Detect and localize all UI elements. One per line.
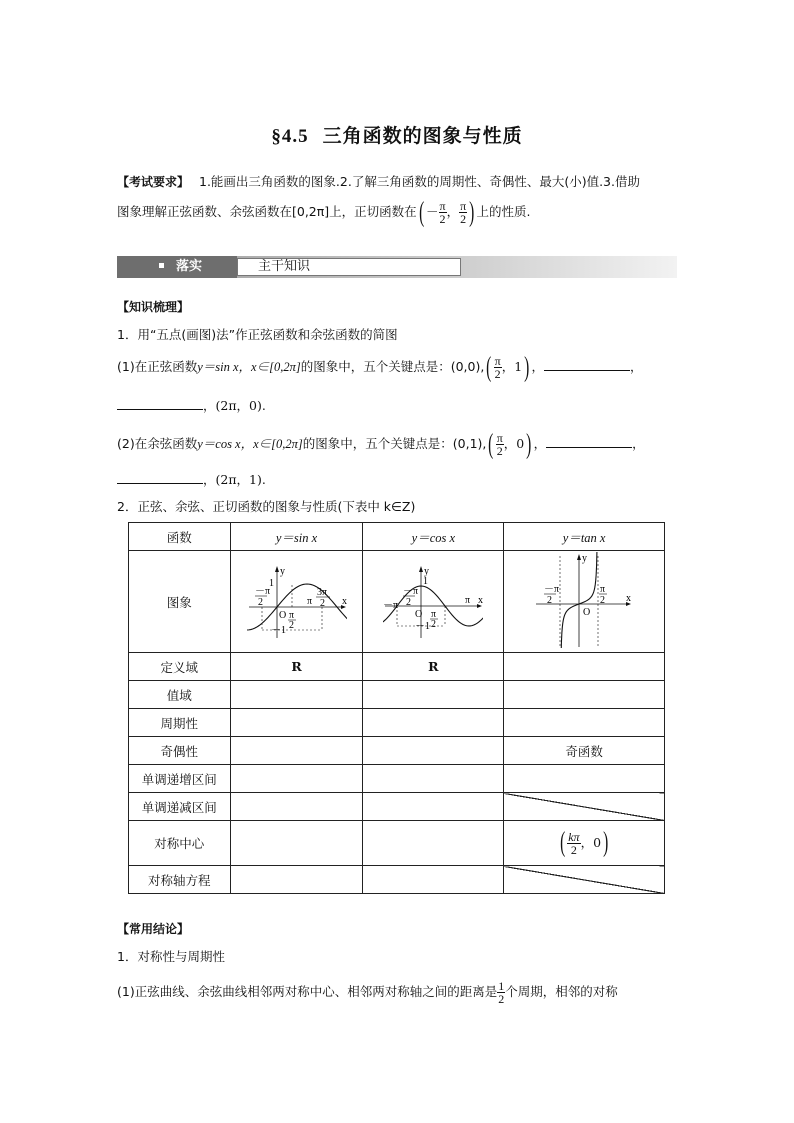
requirements-label: 【考试要求】 xyxy=(117,175,190,189)
tan-period[interactable] xyxy=(504,709,665,737)
separator: ， xyxy=(203,398,216,413)
conclusions-heading: 【常用结论】 xyxy=(117,922,190,936)
two-label: 2 xyxy=(547,595,553,606)
knowledge-item-1: 1．用“五点(画图)法”作正弦函数和余弦函数的简图 xyxy=(117,327,398,342)
origin-label: O xyxy=(415,609,423,620)
row-label-graph: 图象 xyxy=(129,551,231,653)
header-sin: y＝sin x xyxy=(230,523,363,551)
cos-symmetry-center[interactable] xyxy=(363,821,504,866)
cosine-text-a: (2)在余弦函数 xyxy=(117,436,198,451)
two-label: 2 xyxy=(406,597,412,608)
row-label-increasing: 单调递增区间 xyxy=(129,765,231,793)
row-label-symmetry-center: 对称中心 xyxy=(129,821,231,866)
banner-light: 主干知识 xyxy=(237,258,461,276)
tan-domain[interactable] xyxy=(504,653,665,681)
y-label: y xyxy=(424,566,430,577)
sine-function: y＝sin x，x∈[0,2π] xyxy=(197,360,301,374)
pi-label: π xyxy=(431,609,437,620)
header-tan: y＝tan x xyxy=(504,523,665,551)
tan-decreasing-na xyxy=(504,793,665,821)
row-label-period: 周期性 xyxy=(129,709,231,737)
sin-domain: R xyxy=(230,653,363,681)
y-arrow-icon xyxy=(275,566,279,572)
blank-field[interactable] xyxy=(544,358,630,371)
sine-graph xyxy=(247,560,347,640)
tan-symmetry-axis-na xyxy=(504,866,665,894)
paren-right: ) xyxy=(526,428,532,460)
fraction-pi-over-2: $\frac{\pi}{2}$ xyxy=(496,431,503,458)
cos-range[interactable] xyxy=(363,681,504,709)
two-label: 2 xyxy=(257,597,263,608)
properties-table xyxy=(128,522,665,894)
tan-symmetry-center xyxy=(504,821,665,866)
section-banner xyxy=(117,256,677,278)
blank-field[interactable] xyxy=(117,397,203,410)
two-label: 2 xyxy=(288,620,294,631)
paren-right: ) xyxy=(469,196,475,228)
table-header-row xyxy=(129,523,665,551)
cos-decreasing[interactable] xyxy=(363,793,504,821)
tan-range[interactable] xyxy=(504,681,665,709)
center-tail: ，0 xyxy=(580,834,602,850)
fraction-pi-over-2: $\frac{\pi}{2}$ xyxy=(494,354,501,381)
conclusions-item-1: 1．对称性与周期性 xyxy=(117,949,225,964)
table-row xyxy=(129,551,665,653)
comma: ， xyxy=(446,204,460,219)
origin-label: O xyxy=(583,607,591,618)
fraction-pi-over-2-b: $\frac{\pi}{2}$ xyxy=(460,199,467,226)
square-icon xyxy=(159,263,164,268)
sin-symmetry-center[interactable] xyxy=(230,821,363,866)
cosine-function: y＝cos x，x∈[0,2π] xyxy=(197,437,303,451)
row-label-decreasing: 单调递减区间 xyxy=(129,793,231,821)
two-label: 2 xyxy=(431,619,437,630)
sine-text-a: (1)在正弦函数 xyxy=(117,359,198,374)
conclusion-text-b: 个周期，相邻的对称 xyxy=(505,984,618,999)
sine-end-point: (2π，0). xyxy=(215,398,266,413)
section-number: §4.5 xyxy=(271,126,309,147)
blank-field[interactable] xyxy=(117,471,203,484)
cosine-end-point: (2π，1). xyxy=(215,472,266,487)
cosine-keypoints-line-2 xyxy=(117,470,266,488)
requirements-line-2 xyxy=(117,196,531,228)
x-label: x xyxy=(626,593,632,604)
x-label: x xyxy=(341,596,347,607)
neg-pi-over-2-label: －π xyxy=(403,586,419,597)
blank-field[interactable] xyxy=(546,435,632,448)
fraction-k-pi-over-2: $\frac{k\pi}{2}$ xyxy=(568,829,580,857)
row-label-symmetry-axis: 对称轴方程 xyxy=(129,866,231,894)
header-cos: y＝cos x xyxy=(363,523,504,551)
neg-pi-label: －π xyxy=(254,586,270,597)
tan-increasing[interactable] xyxy=(504,765,665,793)
cosine-point-y: ，0 xyxy=(503,436,525,451)
cos-period[interactable] xyxy=(363,709,504,737)
sin-parity[interactable] xyxy=(230,737,363,765)
row-label-range: 值域 xyxy=(129,681,231,709)
fraction-pi-over-2: $\frac{\pi}{2}$ xyxy=(439,199,446,226)
table-row xyxy=(129,793,665,821)
sin-period[interactable] xyxy=(230,709,363,737)
separator: ， xyxy=(630,359,643,374)
neg-pi-label: －π xyxy=(383,600,399,611)
banner-dark xyxy=(117,256,237,278)
row-label-domain: 定义域 xyxy=(129,653,231,681)
origin-label: O xyxy=(278,610,286,621)
sine-text-b: 的图象中，五个关键点是：(0,0), xyxy=(300,359,485,374)
separator: ， xyxy=(632,436,645,451)
neg-one-label: －1 xyxy=(415,621,431,632)
requirements-text-1: 1.能画出三角函数的图象.2.了解三角函数的周期性、奇偶性、最大(小)值.3.借助 xyxy=(199,174,640,189)
knowledge-item-2: 2．正弦、余弦、正切函数的图象与性质(下表中 k∈Z) xyxy=(117,499,416,514)
cos-parity[interactable] xyxy=(363,737,504,765)
knowledge-heading: 【知识梳理】 xyxy=(117,300,190,314)
tan-graph-cell xyxy=(504,551,665,653)
sin-graph-cell xyxy=(230,551,363,653)
conclusions-paragraph-1 xyxy=(117,980,618,1005)
cosine-keypoints-line xyxy=(117,428,645,460)
pi-label: π xyxy=(306,596,312,607)
table-row xyxy=(129,653,665,681)
sine-keypoints-line xyxy=(117,351,643,383)
banner-dark-label: 落实 xyxy=(176,259,203,274)
paren-right: ) xyxy=(524,351,530,383)
cosine-graph xyxy=(383,560,483,640)
pi-label: π xyxy=(600,584,606,595)
separator: ， xyxy=(531,359,544,374)
sine-keypoints-line-2 xyxy=(117,396,266,414)
pi-label: π xyxy=(288,610,294,621)
paren-left: ( xyxy=(488,428,494,460)
fraction-one-half: $\frac{1}{2}$ xyxy=(498,979,505,1006)
cos-increasing[interactable] xyxy=(363,765,504,793)
sine-point-y: ，1 xyxy=(501,359,523,374)
paren-left: ( xyxy=(486,351,492,383)
cos-domain: R xyxy=(363,653,504,681)
page-title xyxy=(0,121,794,148)
header-function: 函数 xyxy=(129,523,231,551)
requirements-text-2a: 图象理解正弦函数、余弦函数在[0,2π]上，正切函数在 xyxy=(117,204,417,219)
conclusion-text-a: (1)正弦曲线、余弦曲线相邻两对称中心、相邻两对称轴之间的距离是 xyxy=(117,984,498,999)
y-label: y xyxy=(279,566,285,577)
table-row xyxy=(129,866,665,894)
paren-right: ) xyxy=(603,827,609,858)
cos-graph-cell xyxy=(363,551,504,653)
sin-symmetry-axis[interactable] xyxy=(230,866,363,894)
section-title: 三角函数的图象与性质 xyxy=(322,125,523,147)
sin-range[interactable] xyxy=(230,681,363,709)
one-label: 1 xyxy=(268,578,274,589)
table-row xyxy=(129,765,665,793)
separator: ， xyxy=(203,472,216,487)
x-label: x xyxy=(478,595,484,606)
y-arrow-icon xyxy=(419,566,423,572)
table-row xyxy=(129,709,665,737)
neg-pi-over-2-label: －π xyxy=(544,584,560,595)
neg-one-label: －1 xyxy=(270,625,286,636)
cos-symmetry-axis[interactable] xyxy=(363,866,504,894)
row-label-parity: 奇偶性 xyxy=(129,737,231,765)
tangent-graph xyxy=(534,552,634,648)
paren-left: ( xyxy=(559,827,566,858)
three-pi-label: 3π xyxy=(316,587,327,598)
minus-sign: － xyxy=(426,204,439,219)
sin-increasing[interactable] xyxy=(230,765,363,793)
y-arrow-icon xyxy=(577,554,581,560)
cosine-text-b: 的图象中，五个关键点是：(0,1), xyxy=(302,436,487,451)
table-row xyxy=(129,821,665,866)
pi-label: π xyxy=(465,595,471,606)
table-row xyxy=(129,681,665,709)
paren-left: ( xyxy=(418,196,424,228)
table-row xyxy=(129,737,665,765)
one-label: 1 xyxy=(423,576,429,587)
tan-parity: 奇函数 xyxy=(504,737,665,765)
y-label: y xyxy=(582,553,588,564)
two-label: 2 xyxy=(600,595,606,606)
two-label: 2 xyxy=(319,598,325,609)
requirements-text-2b: 上的性质. xyxy=(476,204,531,219)
separator: ， xyxy=(533,436,547,451)
sin-decreasing[interactable] xyxy=(230,793,363,821)
requirements-line-1 xyxy=(117,172,640,190)
